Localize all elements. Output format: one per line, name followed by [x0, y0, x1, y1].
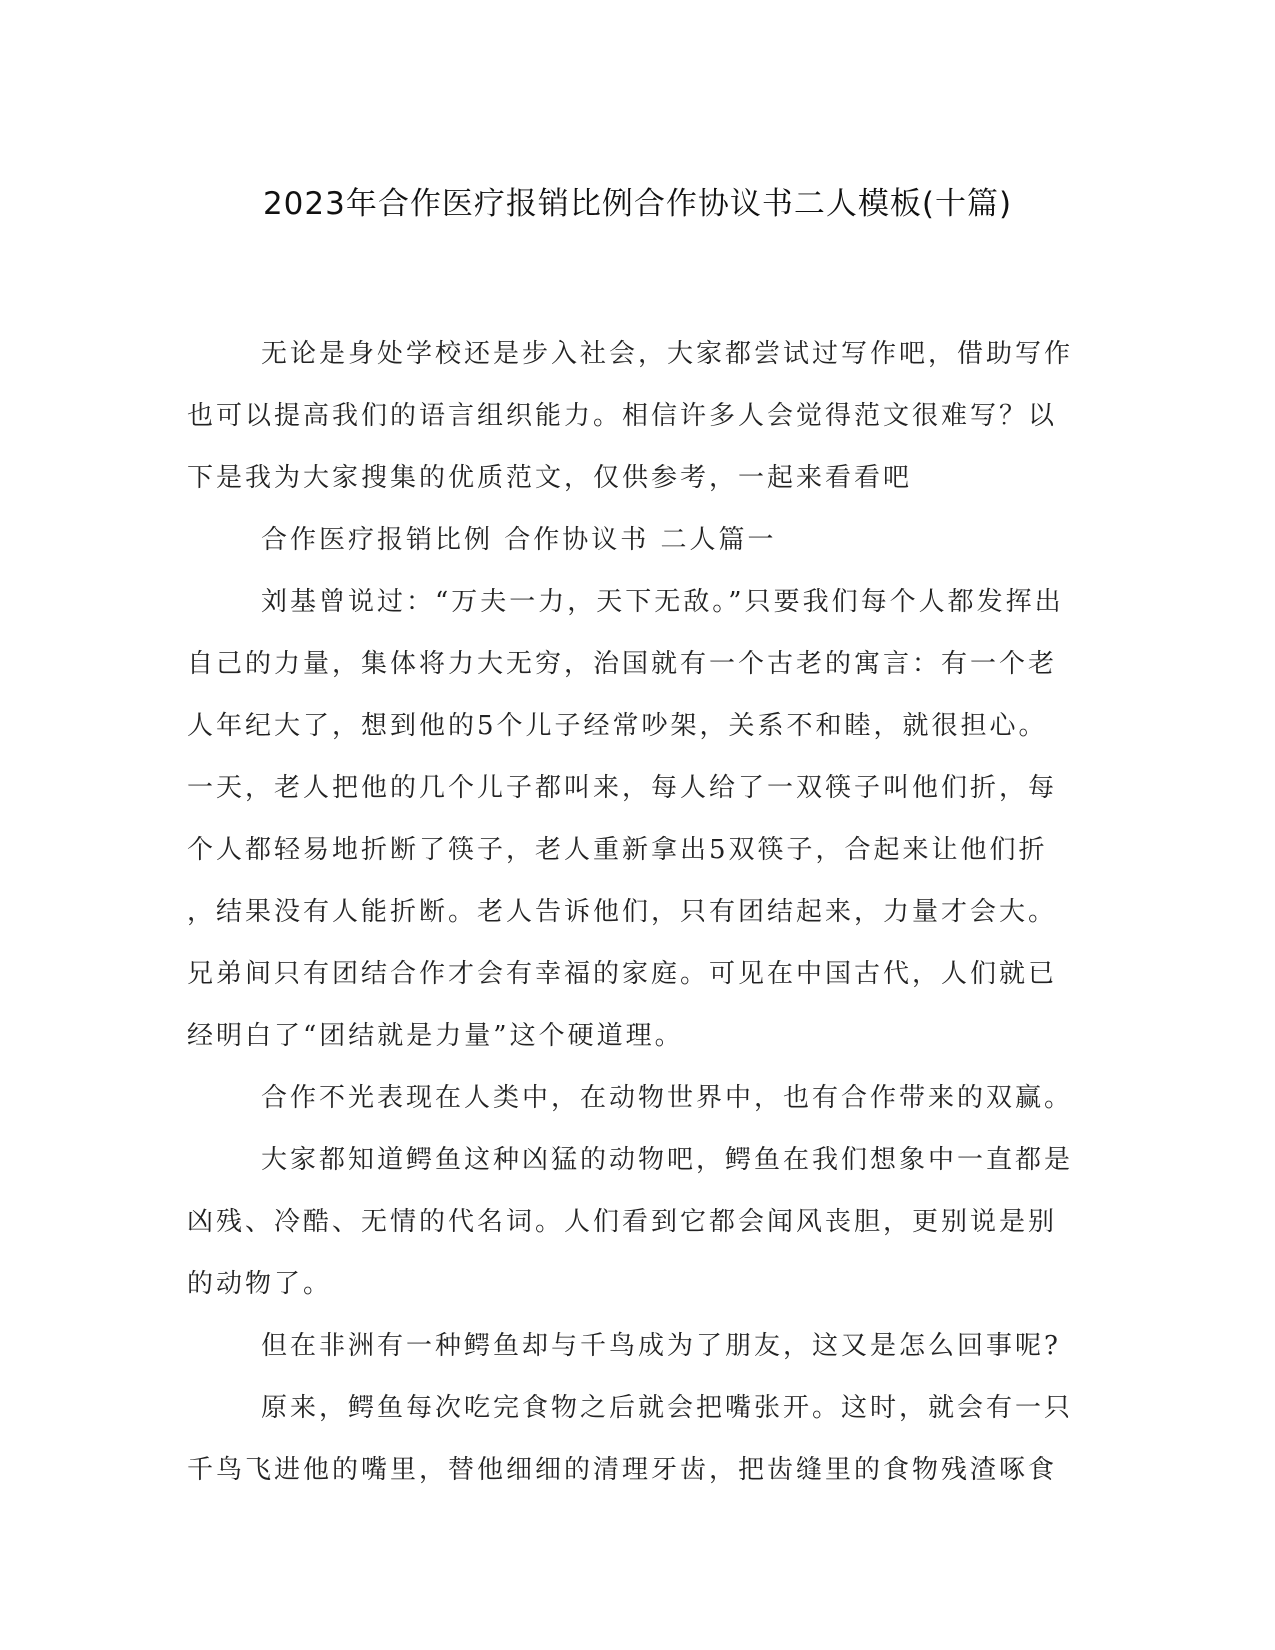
text-line: 一天，老人把他的几个儿子都叫来，每人给了一双筷子叫他们折，每 — [187, 773, 1058, 803]
text-line: 无论是身处学校还是步入社会，大家都尝试过写作吧，借助写作 — [261, 339, 1074, 369]
document-title: 2023年合作医疗报销比例合作协议书二人模板(十篇) — [262, 186, 1013, 222]
text-line: 下是我为大家搜集的优质范文，仅供参考，一起来看看吧 — [187, 463, 913, 493]
text-line: 兄弟间只有团结合作才会有幸福的家庭。可见在中国古代，人们就已 — [187, 959, 1058, 989]
text-line: 个人都轻易地折断了筷子，老人重新拿出5双筷子，合起来让他们折 — [187, 835, 1048, 865]
text-line: 的动物了。 — [187, 1269, 333, 1299]
text-line: 原来，鳄鱼每次吃完食物之后就会把嘴张开。这时，就会有一只 — [261, 1393, 1074, 1423]
text-line: 大家都知道鳄鱼这种凶猛的动物吧，鳄鱼在我们想象中一直都是 — [261, 1145, 1074, 1175]
text-line: 合作医疗报销比例 合作协议书 二人篇一 — [261, 525, 777, 555]
text-line: 经明白了“团结就是力量”这个硬道理。 — [187, 1021, 684, 1051]
text-line: 凶残、冷酷、无情的代名词。人们看到它都会闻风丧胆，更别说是别 — [187, 1207, 1058, 1237]
text-line: 合作不光表现在人类中，在动物世界中，也有合作带来的双赢。 — [261, 1083, 1074, 1113]
text-line: 但在非洲有一种鳄鱼却与千鸟成为了朋友，这又是怎么回事呢? — [261, 1331, 1061, 1361]
text-line: 千鸟飞进他的嘴里，替他细细的清理牙齿，把齿缝里的食物残渣啄食 — [187, 1455, 1058, 1485]
text-line: 刘基曾说过：“万夫一力，天下无敌。”只要我们每个人都发挥出 — [261, 587, 1064, 617]
text-line: 自己的力量，集体将力大无穷，治国就有一个古老的寓言：有一个老 — [187, 649, 1058, 679]
text-line: ，结果没有人能折断。老人告诉他们，只有团结起来，力量才会大。 — [187, 897, 1058, 927]
document-body — [187, 323, 1075, 1501]
text-line: 也可以提高我们的语言组织能力。相信许多人会觉得范文很难写？以 — [187, 401, 1058, 431]
text-line: 人年纪大了，想到他的5个儿子经常吵架，关系不和睦，就很担心。 — [187, 711, 1048, 741]
